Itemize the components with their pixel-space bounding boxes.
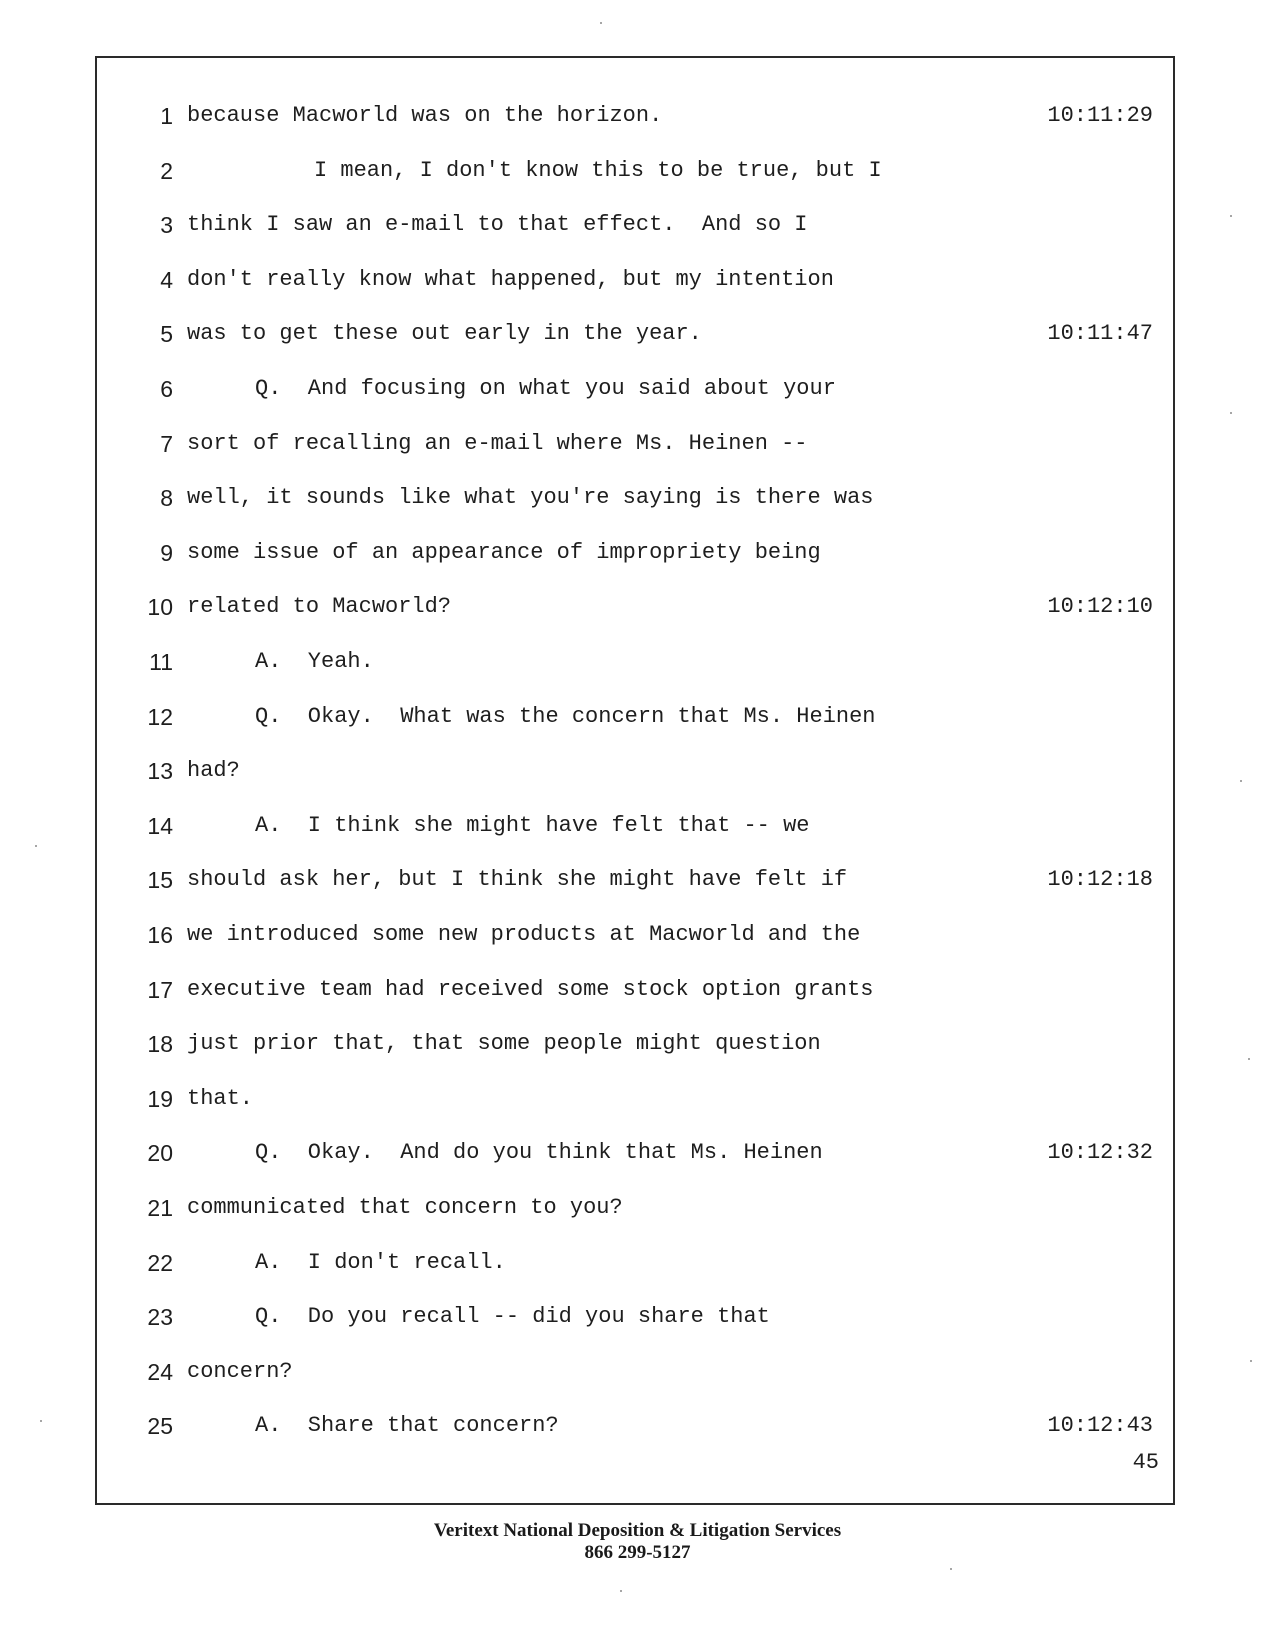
scan-speck — [1230, 215, 1232, 217]
transcript-line — [97, 369, 1173, 409]
line-number: 22 — [147, 1249, 173, 1276]
transcript-line — [97, 1133, 1173, 1173]
line-number: 13 — [147, 758, 173, 785]
transcript-line — [97, 424, 1173, 464]
scan-speck — [620, 1590, 622, 1592]
scan-speck — [40, 1420, 42, 1422]
transcript-line — [97, 806, 1173, 846]
transcript-line — [97, 96, 1173, 136]
line-text: should ask her, but I think she might have felt if — [187, 867, 848, 893]
line-timestamp: 10:11:47 — [1047, 321, 1153, 347]
scan-speck — [35, 845, 37, 847]
scan-speck — [1230, 412, 1232, 414]
footer-company: Veritext National Deposition & Litigation Services — [433, 1520, 842, 1541]
transcript-line — [97, 205, 1173, 245]
line-text: don't really know what happened, but my intention — [187, 266, 834, 292]
line-text: A. Share that concern? — [255, 1413, 559, 1439]
transcript-line — [97, 697, 1173, 737]
transcript-line — [97, 533, 1173, 573]
transcript-line — [97, 751, 1173, 791]
line-text: some issue of an appearance of impropriety being — [187, 539, 821, 565]
line-text: Q. Okay. What was the concern that Ms. Heinen — [255, 703, 876, 729]
transcript-line — [97, 478, 1173, 518]
line-number: 17 — [147, 976, 173, 1003]
transcript-line — [97, 860, 1173, 900]
line-text: just prior that, that some people might question — [187, 1031, 821, 1057]
transcript-line — [97, 1297, 1173, 1337]
line-text: think I saw an e-mail to that effect. And so I — [187, 212, 808, 238]
line-number: 3 — [160, 212, 173, 239]
line-number: 7 — [160, 430, 173, 457]
line-number: 6 — [160, 376, 173, 402]
line-timestamp: 10:12:18 — [1047, 867, 1153, 893]
line-number: 20 — [147, 1140, 173, 1167]
transcript-line — [97, 1352, 1173, 1392]
scan-speck — [600, 22, 602, 24]
transcript-line — [97, 151, 1173, 191]
line-number: 18 — [147, 1031, 173, 1058]
line-number: 19 — [147, 1085, 173, 1112]
transcript-line — [97, 1188, 1173, 1228]
line-text: that. — [187, 1085, 254, 1111]
line-text: Q. Do you recall -- did you share that — [255, 1304, 770, 1330]
line-text: concern? — [187, 1358, 293, 1384]
line-number: 25 — [147, 1413, 173, 1440]
line-text: Q. And focusing on what you said about your — [255, 376, 836, 401]
line-text: related to Macworld? — [187, 594, 452, 620]
line-number: 12 — [147, 703, 173, 730]
line-timestamp: 10:11:29 — [1047, 103, 1153, 128]
footer-phone: 866 299-5127 — [584, 1542, 691, 1563]
line-number: 8 — [160, 485, 173, 512]
scan-speck — [1250, 1360, 1252, 1362]
line-text: communicated that concern to you? — [187, 1195, 623, 1220]
line-text: Q. Okay. And do you think that Ms. Heinen — [255, 1140, 823, 1166]
line-timestamp: 10:12:43 — [1047, 1413, 1153, 1439]
line-number: 24 — [147, 1358, 173, 1385]
line-number: 1 — [160, 103, 173, 129]
line-text: A. I think she might have felt that -- we — [255, 812, 810, 838]
transcript-line — [97, 1406, 1173, 1446]
transcript-line — [97, 314, 1173, 354]
transcript-line — [97, 1243, 1173, 1283]
line-number: 9 — [160, 539, 173, 566]
transcript-line — [97, 1079, 1173, 1119]
line-text: because Macworld was on the horizon. — [187, 103, 663, 128]
transcript-line — [97, 260, 1173, 300]
line-text: well, it sounds like what you're saying is there was — [187, 485, 874, 511]
line-timestamp: 10:12:10 — [1047, 594, 1153, 620]
line-number: 21 — [147, 1195, 173, 1221]
line-number: 14 — [147, 812, 173, 839]
line-text: we introduced some new products at Macworld and the — [187, 922, 861, 947]
scan-speck — [1240, 780, 1242, 782]
transcript-line — [97, 915, 1173, 955]
footer — [0, 1520, 1275, 1564]
line-number: 23 — [147, 1304, 173, 1331]
transcript-line — [97, 587, 1173, 627]
line-number: 16 — [147, 922, 173, 948]
line-number: 10 — [147, 594, 173, 621]
line-timestamp: 10:12:32 — [1047, 1140, 1153, 1166]
transcript-line — [97, 970, 1173, 1010]
page-number: 45 — [1132, 1450, 1159, 1475]
line-number: 5 — [160, 321, 173, 348]
line-text: A. Yeah. — [255, 649, 374, 674]
line-number: 4 — [160, 266, 173, 293]
scan-speck — [1248, 1058, 1250, 1060]
line-text: A. I don't recall. — [255, 1249, 506, 1275]
line-text: I mean, I don't know this to be true, but I — [314, 157, 882, 183]
transcript-line — [97, 1024, 1173, 1064]
line-text: was to get these out early in the year. — [187, 321, 702, 347]
line-text: had? — [187, 758, 240, 784]
line-number: 15 — [147, 867, 173, 894]
line-text: sort of recalling an e-mail where Ms. Heinen -- — [187, 430, 808, 456]
transcript-page — [95, 56, 1175, 1505]
line-text: executive team had received some stock option grants — [187, 976, 874, 1002]
scan-speck — [950, 1568, 952, 1570]
line-number: 2 — [160, 157, 173, 184]
transcript-line — [97, 642, 1173, 682]
line-number: 11 — [149, 649, 173, 675]
